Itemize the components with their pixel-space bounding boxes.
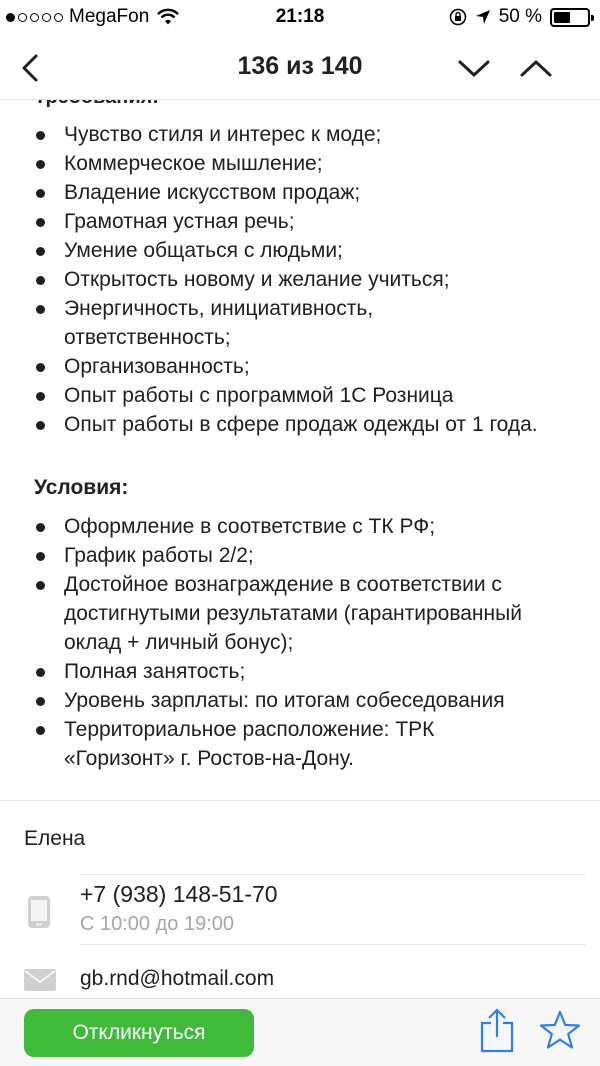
star-icon[interactable] bbox=[538, 1009, 582, 1053]
mail-icon bbox=[24, 969, 56, 991]
phone-row[interactable] bbox=[0, 875, 600, 945]
carrier-name: MegaFon bbox=[69, 6, 150, 27]
requirements-list bbox=[0, 120, 600, 439]
location-icon bbox=[475, 9, 491, 25]
list-item: Уровень зарплаты: по итогам собеседования bbox=[0, 686, 600, 715]
next-chevron-down-icon[interactable] bbox=[454, 52, 494, 84]
list-item: Грамотная устная речь; bbox=[0, 207, 600, 236]
previous-chevron-up-icon[interactable] bbox=[516, 52, 556, 84]
contact-section bbox=[0, 800, 600, 998]
list-item: Территориальное расположение: ТРК «Горизонт» г. Ростов-на-Дону. bbox=[0, 715, 600, 773]
share-icon[interactable] bbox=[478, 1007, 516, 1053]
phone-hours: С 10:00 до 19:00 bbox=[80, 913, 235, 935]
list-item: График работы 2/2; bbox=[0, 541, 600, 570]
phone-number[interactable]: +7 (938) 148-51-70 bbox=[80, 881, 278, 907]
list-item: Полная занятость; bbox=[0, 657, 600, 686]
status-right bbox=[449, 6, 590, 28]
list-item: Опыт работы с программой 1С Розница bbox=[0, 381, 600, 410]
divider bbox=[80, 944, 586, 945]
contact-name: Елена bbox=[24, 827, 86, 850]
status-bar bbox=[0, 0, 600, 36]
respond-button[interactable]: Откликнуться bbox=[24, 1009, 254, 1057]
conditions-heading: Условия: bbox=[34, 476, 129, 499]
bottom-action-bar bbox=[0, 998, 600, 1066]
list-item: Энергичность, инициативность, ответственность; bbox=[0, 294, 600, 352]
vacancy-description bbox=[0, 100, 600, 800]
conditions-list bbox=[0, 512, 600, 773]
list-item: Чувство стиля и интерес к моде; bbox=[0, 120, 600, 149]
battery-percent: 50 % bbox=[498, 6, 542, 27]
navigation-bar bbox=[0, 36, 600, 100]
list-item: Умение общаться с людьми; bbox=[0, 236, 600, 265]
list-item: Открытость новому и желание учиться; bbox=[0, 265, 600, 294]
list-item: Опыт работы в сфере продаж одежды от 1 года. bbox=[0, 410, 600, 439]
list-item: Коммерческое мышление; bbox=[0, 149, 600, 178]
list-item: Оформление в соответствие с ТК РФ; bbox=[0, 512, 600, 541]
list-item: Достойное вознаграждение в соответствии с достигнутыми результатами (гарантированный оклад + личный бонус); bbox=[0, 570, 600, 657]
rotation-lock-icon bbox=[449, 8, 467, 26]
list-item: Организованность; bbox=[0, 352, 600, 381]
email-address[interactable]: gb.rnd@hotmail.com bbox=[80, 967, 275, 990]
status-time: 21:18 bbox=[275, 6, 325, 27]
list-item: Владение искусством продаж; bbox=[0, 178, 600, 207]
battery-icon bbox=[550, 8, 590, 27]
mobile-phone-icon bbox=[26, 895, 52, 929]
page-counter-title: 136 из 140 bbox=[237, 52, 363, 80]
